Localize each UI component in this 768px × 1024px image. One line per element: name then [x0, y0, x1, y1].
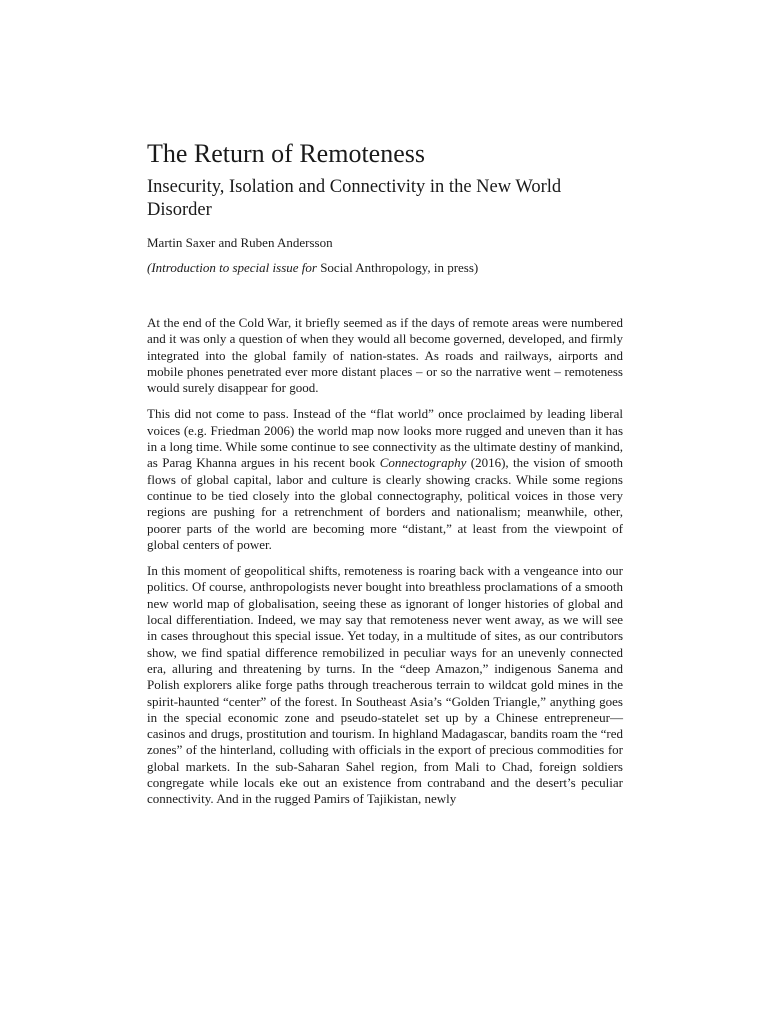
paper-subtitle: Insecurity, Isolation and Connectivity in the New World Disorder: [147, 177, 562, 220]
page-content: [147, 138, 623, 818]
paragraph-2-part-b: (2016), the vision of smooth flows of global capital, labor and culture is clearly showing cracks. While some regions continue to be tied closely into the global connectography, political voices in those very regions are pushing for a retrenchment of borders and nationalism; meanwhile, other, poorer parts of the world are becoming more “distant,” at least from the viewpoint of global centers of power.: [147, 455, 623, 552]
paragraph-2-part-a: This did not come to pass. Instead of the “flat world” once proclaimed by leading liberal voices (e.g. Friedman 2006) the world map now looks more rugged and uneven than it has in a long time. While some continue to see connectivity as the ultimate destiny of mankind, as Parag Khanna argues in his recent book: [147, 406, 623, 471]
author-line: Martin Saxer and Ruben Andersson: [147, 235, 333, 250]
paragraph-2: [147, 406, 623, 553]
body-text: [147, 315, 623, 808]
publication-note: [147, 259, 623, 277]
publication-note-journal: Social Anthropology, in press): [320, 260, 479, 275]
paragraph-3: In this moment of geopolitical shifts, remoteness is roaring back with a vengeance into our politics. Of course, anthropologists never bought into breathless proclamations of a smooth new world map of globalisation, seeing these as ignorant of longer histories of global and local differentiation. Indeed, we may say that remoteness never went away, as we will see in cases throughout this special issue. Yet today, in a multitude of sites, as our contributors show, we find spatial difference remobilized in peculiar ways for an unevenly connected era, alluring and threatening by turns. In the “deep Amazon,” indigenous Sanema and Polish explorers alike forge paths through treacherous terrain to wildcat gold mines in the spirit-haunted “center” of the forest. In Southeast Asia’s “Golden Triangle,” anything goes in the special economic zone and pseudo-statelet set up by a Chinese entrepreneur—casinos and drugs, prostitution and tourism. In highland Madagascar, bandits roam the “red zones” of the hinterland, colluding with officials in the export of precious commodities for global markets. In the sub-Saharan Sahel region, from Mali to Chad, foreign soldiers congregate while locals eke out an existence from contraband and the desert’s peculiar connectivity. And in the rugged Pamirs of Tajikistan, newly: [147, 563, 623, 807]
publication-note-italic: (Introduction to special issue for: [147, 260, 317, 275]
book-title: Connectography: [379, 455, 467, 471]
paragraph-1: At the end of the Cold War, it briefly seemed as if the days of remote areas were numbered and it was only a question of when they would all become governed, developed, and firmly integrated into the global family of nation-states. As roads and railways, airports and mobile phones penetrated ever more distant places – or so the narrative went – remoteness would surely disappear for good.: [147, 315, 623, 396]
paper-title: The Return of Remoteness: [147, 139, 425, 168]
